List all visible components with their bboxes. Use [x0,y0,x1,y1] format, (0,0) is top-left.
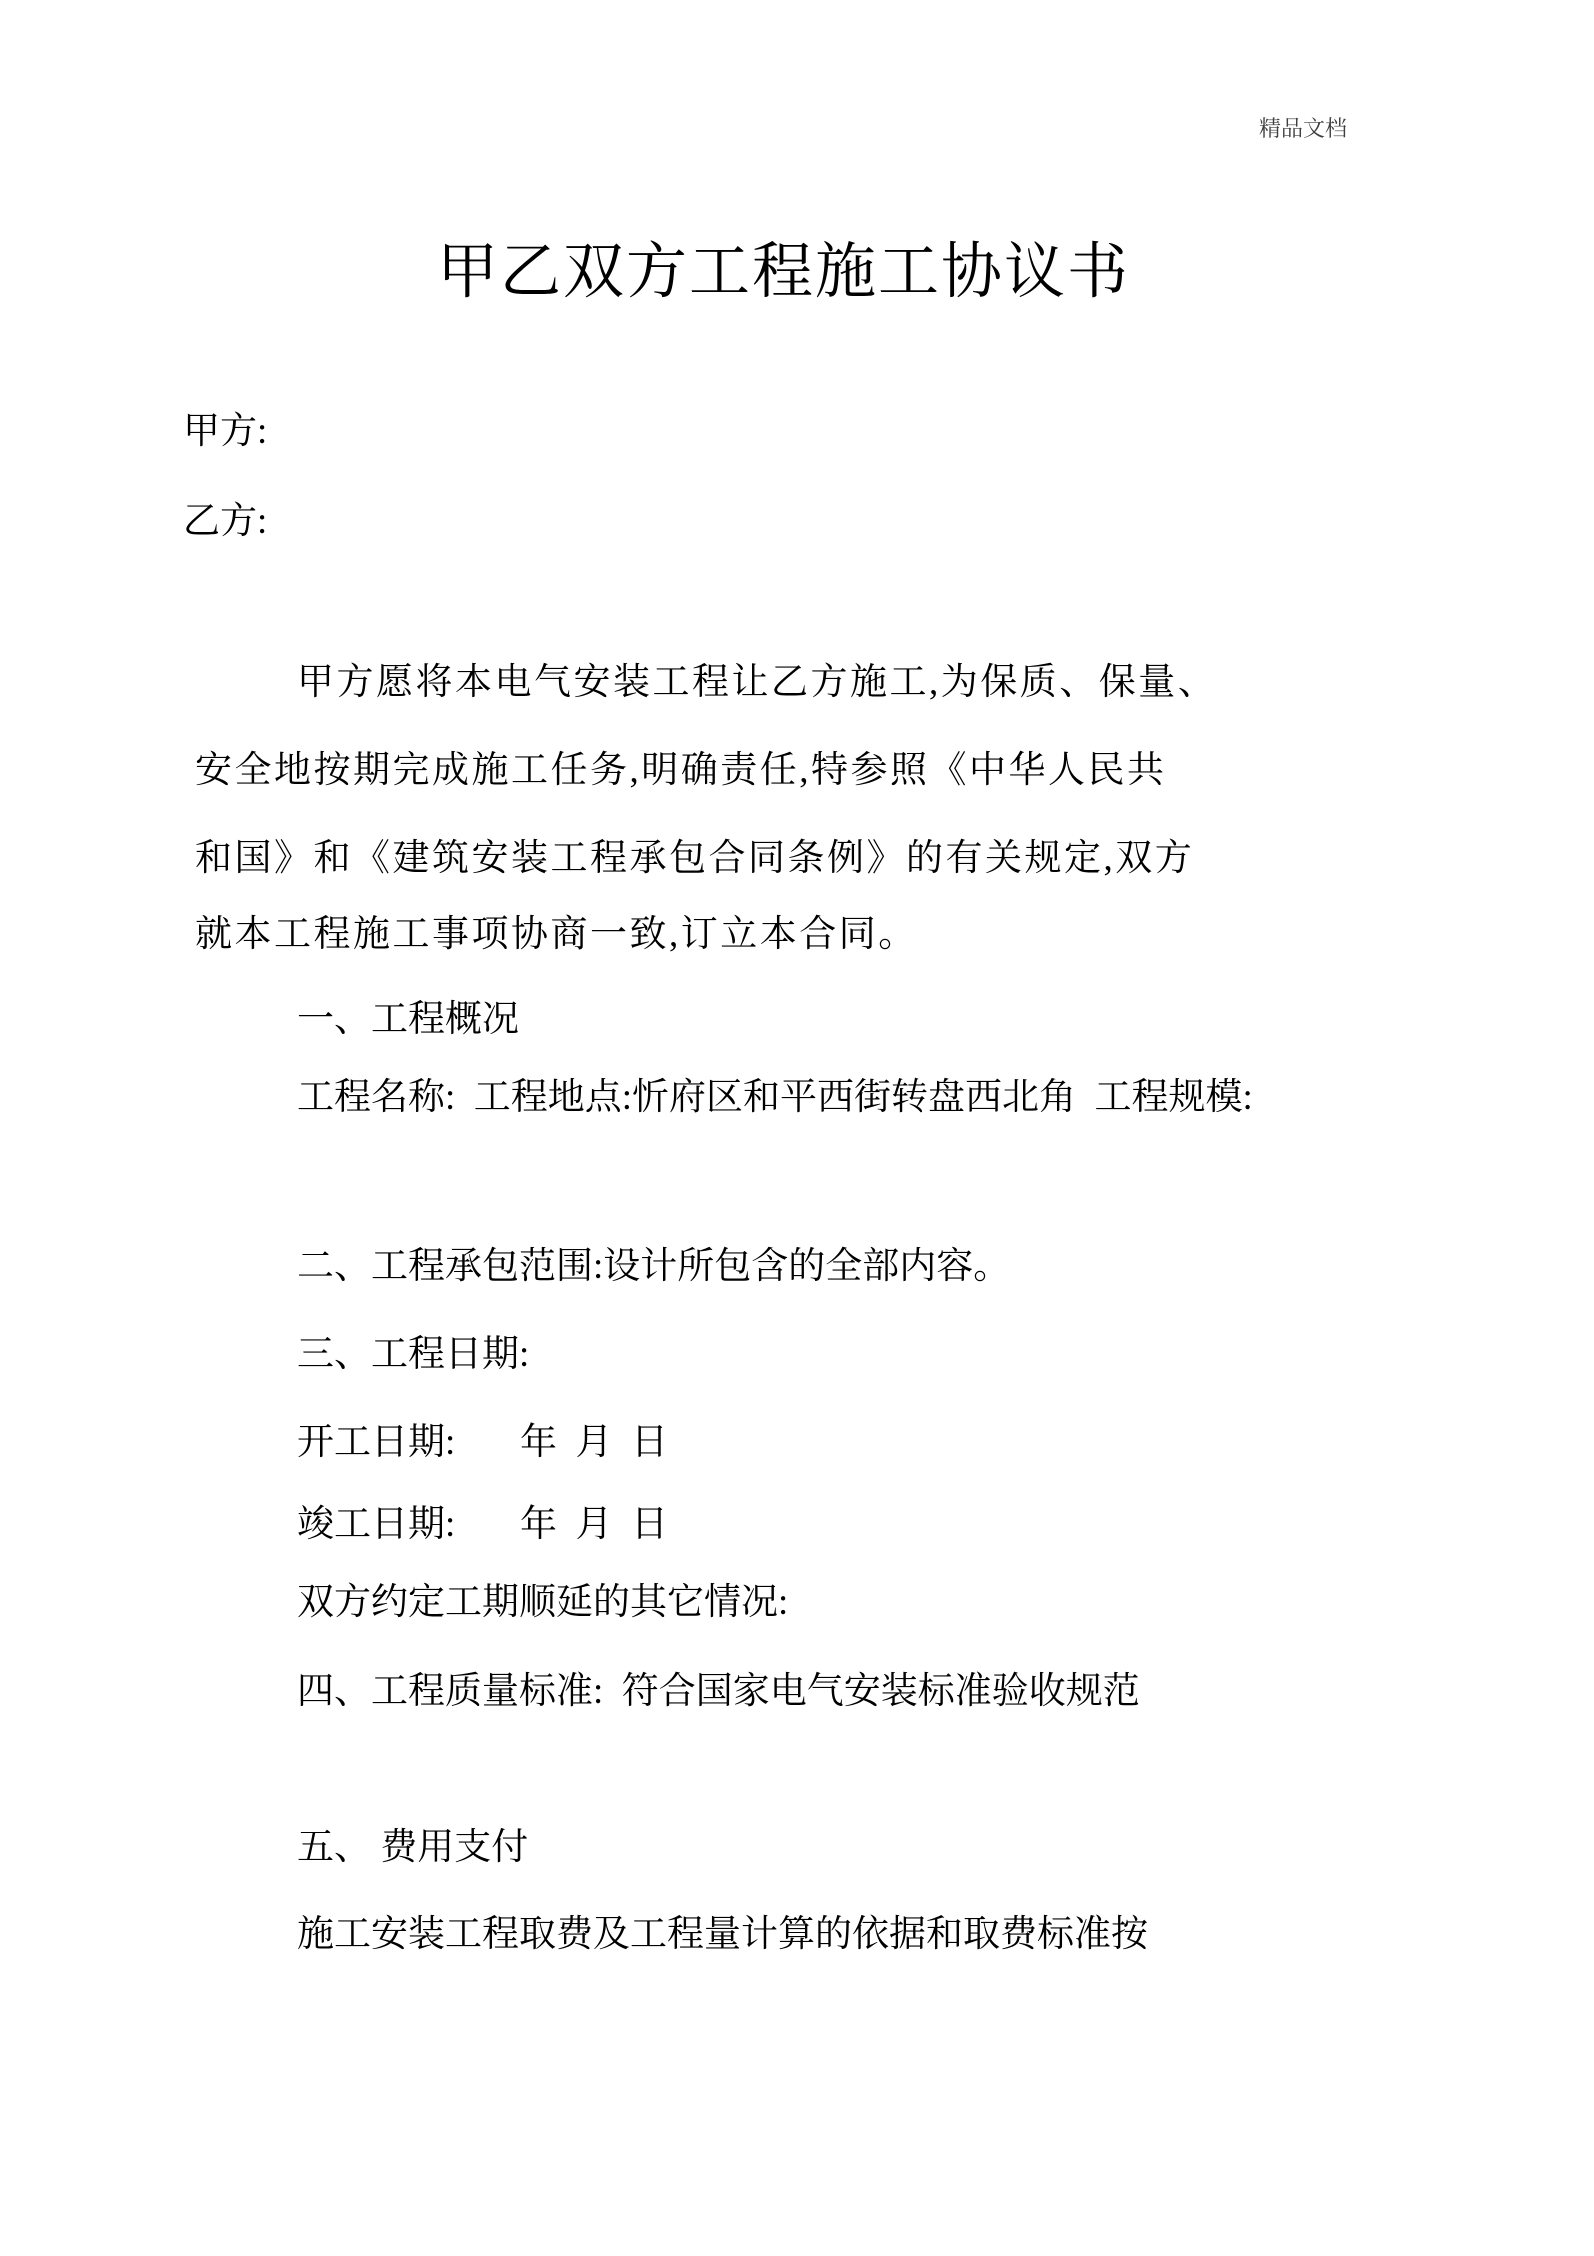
section-2-line: 二、工程承包范围:设计所包含的全部内容。 [297,1246,1011,1287]
preamble-line-4: 就本工程施工事项协商一致,订立本合同。 [195,914,918,955]
start-date-line: 开工日期: 年 月 日 [297,1422,669,1463]
payment-basis-line: 施工安装工程取费及工程量计算的依据和取费标准按 [297,1914,1148,1955]
document-title: 甲乙双方工程施工协议书 [437,239,1131,306]
section-5-heading: 五、 费用支付 [297,1827,529,1868]
party-b-label: 乙方: [183,501,268,542]
preamble-line-2: 安全地按期完成施工任务,明确责任,特参照《中华人民共 [195,750,1167,791]
schedule-extension-line: 双方约定工期顺延的其它情况: [297,1582,789,1623]
section-4-quality-line: 四、工程质量标准: 符合国家电气安装标准验收规范 [297,1671,1140,1712]
section-3-heading: 三、工程日期: [297,1334,530,1375]
completion-date-line: 竣工日期: 年 月 日 [297,1504,669,1545]
preamble-line-3: 和国》和《建筑安装工程承包合同条例》的有关规定,双方 [195,838,1195,879]
preamble-line-1: 甲方愿将本电气安装工程让乙方施工,为保质、保量、 [297,662,1218,703]
party-a-label: 甲方: [183,411,268,452]
project-info-line: 工程名称: 工程地点:忻府区和平西街转盘西北角 工程规模: [297,1077,1253,1118]
section-1-heading: 一、工程概况 [297,999,519,1040]
watermark-label: 精品文档 [1259,116,1348,141]
